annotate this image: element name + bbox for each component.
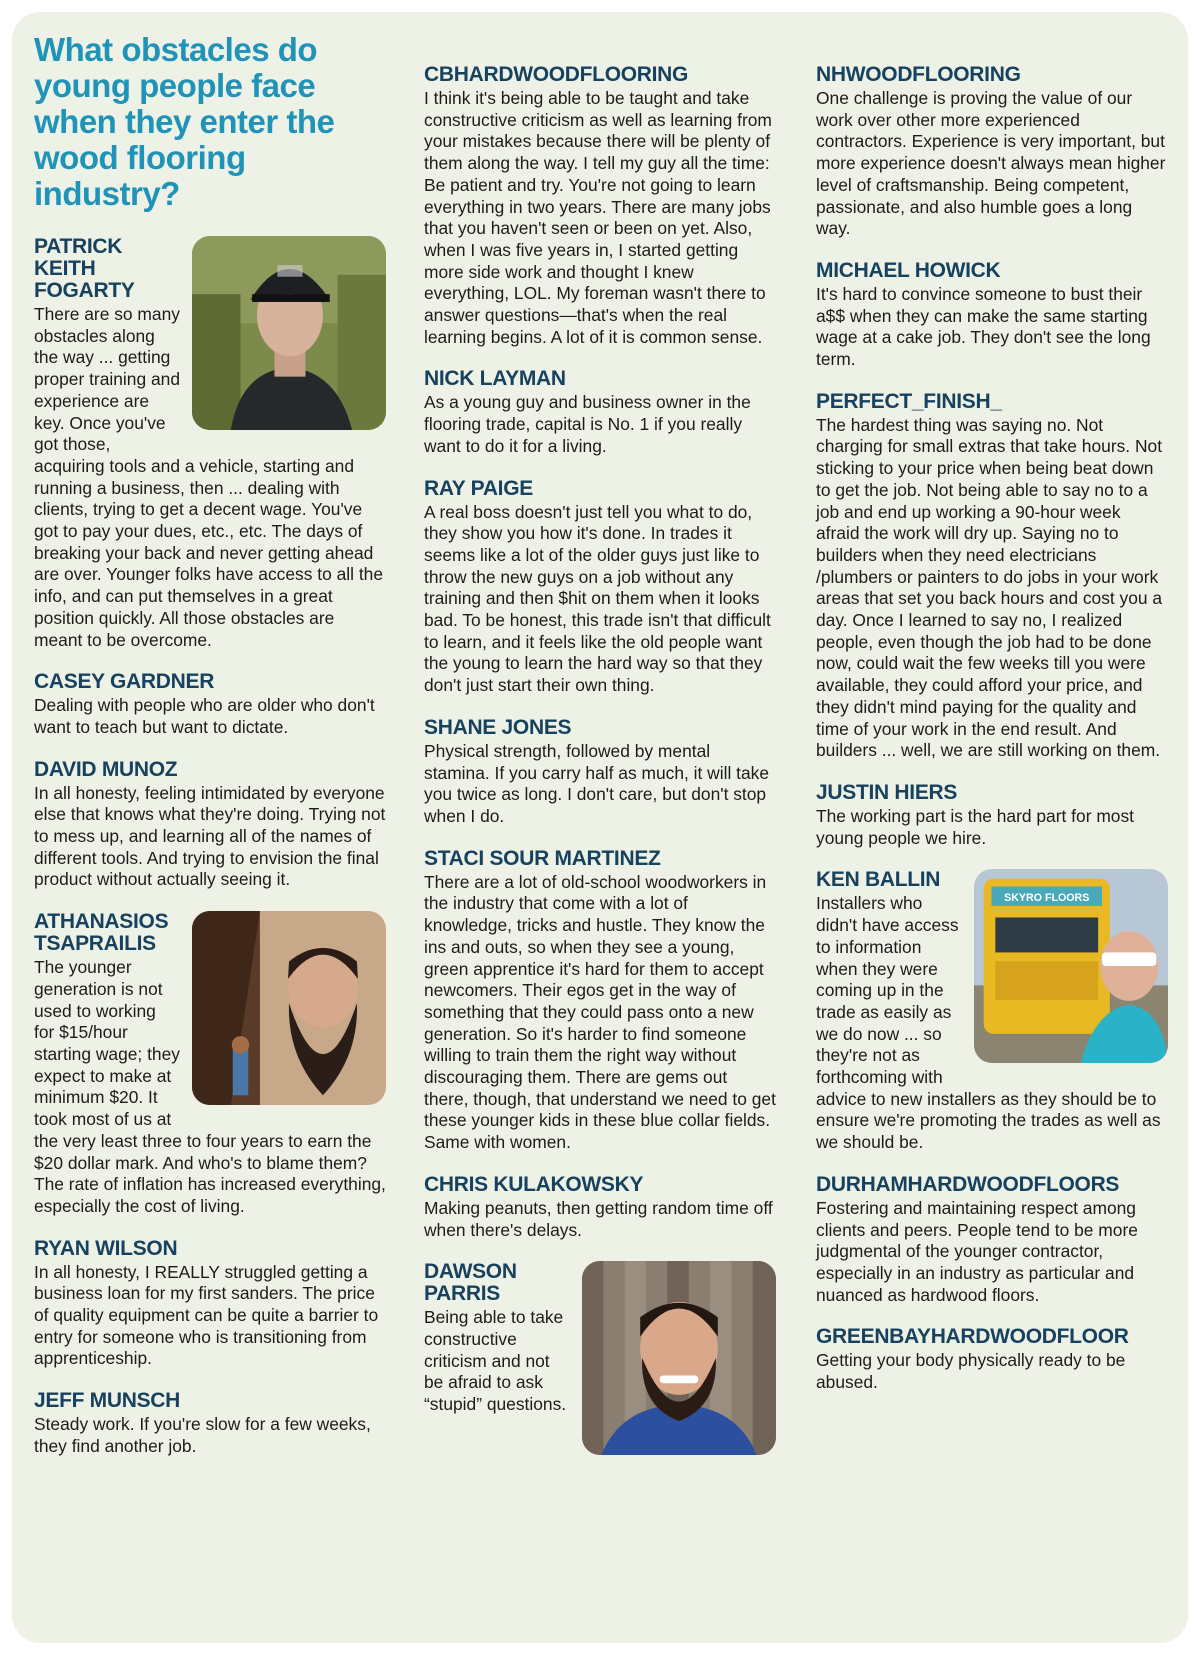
entry-text: One challenge is proving the value of our work over other more experienced contractors. Experience is very important, but more experience doesn't always mean higher level of craftsmanship. Being competent, passionate, and also humble goes a long way.: [816, 88, 1166, 239]
entry-greenbayhardwoodfloor: [816, 1326, 1168, 1393]
entry-text: Getting your body physically ready to be abused.: [816, 1350, 1126, 1393]
entry-text: Being able to take constructive criticism and not be afraid to ask “stupid” questions.: [424, 1307, 567, 1415]
entry-athanasios-tsaprailis: [34, 911, 386, 1217]
entry-michael-howick: [816, 260, 1168, 371]
entry-name: KEN BALLIN: [816, 868, 941, 892]
entry-text: Steady work. If you're slow for a few weeks, they find another job.: [34, 1414, 371, 1456]
column-3: [816, 32, 1168, 1414]
van-sign-text: SKYRO FLOORS: [1004, 892, 1090, 905]
entry-name: ATHANASIOS TSAPRAILIS: [34, 910, 169, 956]
column-1: [34, 32, 386, 1478]
entry-name: CBHARDWOODFLOORING: [424, 63, 689, 86]
entry-text: In all honesty, feeling intimidated by everyone else that knows what they're doing. Trying not to mess up, and learning all of the names of different tools. And trying to envision the final product without actually seeing it.: [34, 782, 386, 890]
entry-name: JEFF MUNSCH: [34, 1389, 181, 1413]
entry-ryan-wilson: [34, 1238, 386, 1371]
entry-name: JUSTIN HIERS: [816, 780, 958, 804]
entry-ray-paige: [424, 478, 776, 697]
entry-jeff-munsch: [34, 1390, 386, 1457]
entry-name: PERFECT_FINISH_: [816, 389, 1002, 413]
entry-chris-kulakowsky: [424, 1174, 776, 1241]
entry-text: The working part is the hard part for most young people we hire.: [816, 805, 1134, 848]
entry-text: There are a lot of old-school woodworkers in the industry that come with a lot of knowledge, tricks and hustle. They know the ins and outs, so when they see a young, green apprentice it's hard for them to accept newcomers. Their egos get in the way of something that they could pass onto a new generation. So it's harder to find someone willing to train them the right way without discouraging them. There are gems out there, though, that understand we need to get these younger kids in these blue collar fields. Same with women.: [424, 871, 776, 1153]
entry-name: RAY PAIGE: [424, 476, 533, 500]
entry-name: GREENBAYHARDWOODFLOOR: [816, 1325, 1129, 1349]
entry-david-munoz: [34, 759, 386, 892]
photo-ken-ballin: [974, 869, 1168, 1063]
entry-name: RYAN WILSON: [34, 1236, 178, 1260]
entry-text: The younger generation is not used to working for $15/hour starting wage; they expect to make at minimum $20. It took most of us at the very least three to four years to earn the $20 dollar mark. And who's to blame them? The rate of inflation has increased everything, especially the cost of living.: [34, 957, 386, 1216]
entry-shane-jones: [424, 717, 776, 828]
photo-athanasios-tsaprailis: [192, 911, 386, 1105]
entry-name: SHANE JONES: [424, 715, 572, 739]
entry-nick-layman: [424, 368, 776, 457]
entry-text: Installers who didn't have access to information when they were coming up in the trade as easily as we do now ... so they're not as forthcoming with advice to new installers as they should be to ensure we're promoting the trades as well as we should be.: [816, 893, 1161, 1153]
entry-staci-sour-martinez: [424, 848, 776, 1154]
entry-text: A real boss doesn't just tell you what to do, they show you how it's done. In trades it seems like a lot of the older guys just like to throw the new guys on a job without any training and then $hit on them when it looks bad. To be honest, this trade isn't that difficult to learn, and it feels like the old people want the young to learn the hard way so that they don't just start their own thing.: [424, 501, 771, 696]
entry-casey-gardner: [34, 671, 386, 738]
entry-durhamhardwoodfloors: [816, 1174, 1168, 1307]
entry-dawson-parris: [424, 1261, 776, 1416]
entry-name: MICHAEL HOWICK: [816, 258, 1001, 282]
entry-name: STACI SOUR MARTINEZ: [424, 846, 661, 870]
photo-dawson-parris: [582, 1261, 776, 1455]
entry-text: In all honesty, I REALLY struggled getting a business loan for my first sanders. The price of quality equipment can be quite a barrier to entry for someone who is transitioning from apprenticeship.: [34, 1261, 379, 1369]
column-2: [424, 32, 776, 1461]
entry-text: It's hard to convince someone to bust their a$$ when they can make the same starting wage at a cake job. They don't see the long term.: [816, 283, 1151, 370]
entry-nhwoodflooring: [816, 64, 1168, 240]
article-headline: What obstacles do young people face when they enter the wood flooring industry?: [34, 31, 335, 212]
entry-text: Making peanuts, then getting random time off when there's delays.: [424, 1197, 773, 1240]
entry-perfect-finish: [816, 391, 1168, 762]
entry-name: DURHAMHARDWOODFLOORS: [816, 1172, 1120, 1196]
entry-cbhardwoodflooring: [424, 64, 776, 348]
entry-name: DAVID MUNOZ: [34, 757, 178, 781]
entry-text: I think it's being able to be taught and take constructive criticism as well as learning from your mistakes because there will be plenty of them along the way. I tell my guy all the time: Be patient and try. You're not going to learn everything in two years. There are many jobs that you haven't seen or been on yet. Also, when I was five years in, I started getting more side work and thought I knew everything, LOL. My foreman wasn't there to answer questions—that's when the real learning begins. A lot of it is common sense.: [424, 88, 772, 347]
entry-name: CASEY GARDNER: [34, 670, 215, 694]
entry-text: As a young guy and business owner in the flooring trade, capital is No. 1 if you really want to do it for a living.: [424, 392, 751, 456]
entry-justin-hiers: [816, 782, 1168, 849]
entry-name: DAWSON PARRIS: [424, 1260, 517, 1306]
entry-name: NHWOODFLOORING: [816, 63, 1021, 86]
entry-ken-ballin: [816, 869, 1168, 1153]
entry-name: PATRICK KEITH FOGARTY: [34, 235, 135, 302]
entry-text: Dealing with people who are older who don't want to teach but want to dictate.: [34, 695, 375, 737]
entry-text: Fostering and maintaining respect among clients and peers. People tend to be more judgmental of the younger contractor, especially in an industry as particular and nuanced as hardwood floors.: [816, 1197, 1138, 1305]
entry-name: CHRIS KULAKOWSKY: [424, 1172, 644, 1196]
photo-patrick-keith-fogarty: [192, 236, 386, 430]
entry-text: There are so many obstacles along the way ... getting proper training and experience are key. Once you've got those, acquiring tools and a vehicle, starting and running a business, then ... dealing with clients, trying to get a decent wage. You've got to pay your dues, etc., etc. The days of breaking your back and never getting ahead are over. Younger folks have access to all the info, and can put themselves in a great position quickly. All those obstacles are meant to be overcome.: [34, 304, 384, 650]
entry-text: The hardest thing was saying no. Not charging for small extras that take hours. Not sticking to your price when being beat down to get the job. Not being able to say no to a job and end up working a 90-hour week afraid the work will dry up. Saying no to builders when they need electricians /plumbers or painters to do jobs in your work areas that set you back hours and cost you a day. Once I learned to say no, I realized people, even though the job had to be done now, could wait the few weeks till you were available, they could afford your price, and they didn't mind paying for the quality and time of your work in the end result. And builders ... well, we are still working on them.: [816, 414, 1163, 761]
entry-name: NICK LAYMAN: [424, 367, 566, 391]
entry-text: Physical strength, followed by mental stamina. If you carry half as much, it will take you twice as long. I don't care, but don't stop when I do.: [424, 740, 770, 826]
article-page: [12, 12, 1188, 1643]
entry-patrick-keith-fogarty: [34, 236, 386, 651]
